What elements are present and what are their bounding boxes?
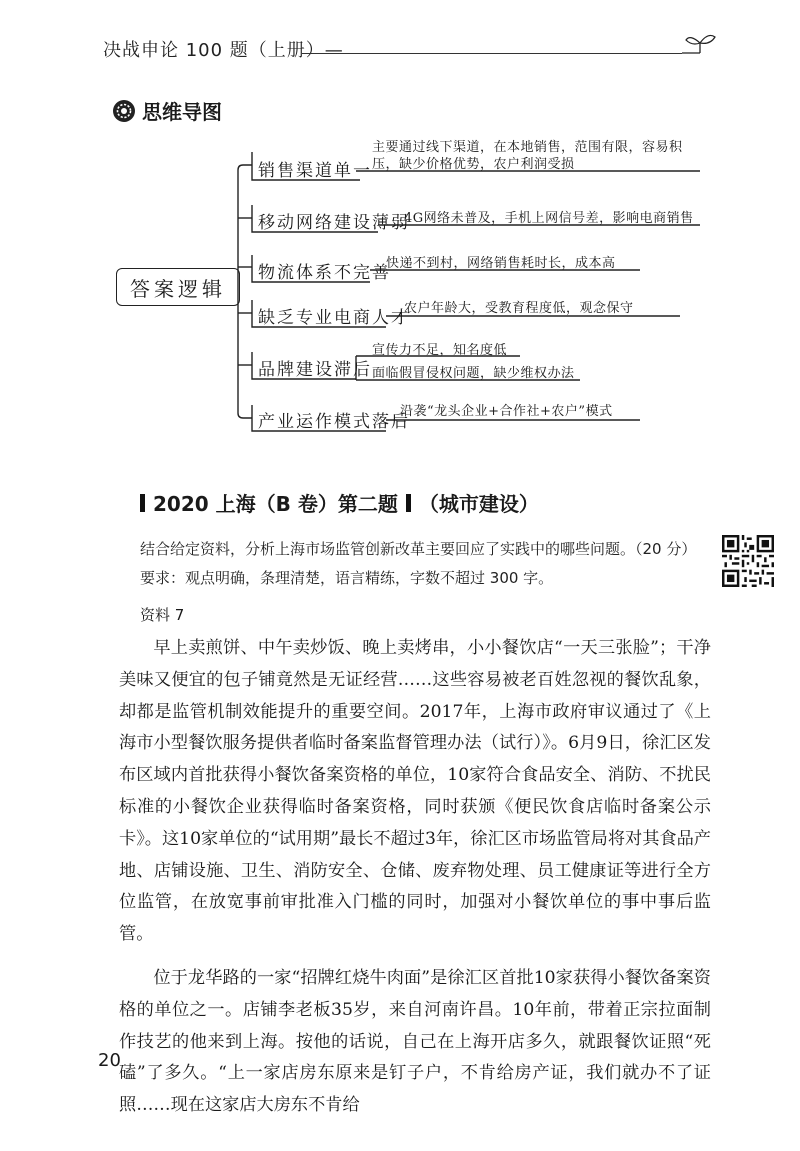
section-title: 思维导图 xyxy=(142,100,222,124)
mindmap-root: 答案逻辑 xyxy=(116,268,240,306)
mindmap-branch: 移动网络建设薄弱 xyxy=(258,213,410,233)
running-title: 决战申论 100 题（上册）— xyxy=(103,40,344,61)
question-title-tag: （城市建设） xyxy=(418,492,539,516)
material-label: 资料 7 xyxy=(140,606,185,624)
page-number: 20 xyxy=(98,1050,121,1071)
mindmap-branch: 物流体系不完善 xyxy=(258,263,391,283)
mindmap-note: 快递不到村，网络销售耗时长，成本高 xyxy=(386,256,616,271)
question-prompt: 结合给定资料，分析上海市场监管创新改革主要回应了实践中的哪些问题。（20 分） xyxy=(140,540,697,558)
mindmap-note: 压，缺少价格优势，农户利润受损 xyxy=(372,157,575,172)
mindmap-note: 主要通过线下渠道，在本地销售，范围有限，容易积 xyxy=(372,140,683,155)
question-title-main: 2020 上海（B 卷）第二题 xyxy=(153,492,398,516)
question-title xyxy=(140,488,539,517)
mindmap-note: 农户年龄大，受教育程度低，观念保守 xyxy=(404,301,634,316)
title-bar-left xyxy=(140,494,145,512)
question-requirement: 要求：观点明确，条理清楚，语言精练，字数不超过 300 字。 xyxy=(140,569,554,587)
mindmap-note: 沿袭“龙头企业+合作社+农户”模式 xyxy=(400,404,613,419)
mindmap-branch: 缺乏专业电商人才 xyxy=(258,308,410,328)
qr-code-icon[interactable] xyxy=(722,535,774,587)
material-paragraph: 位于龙华路的一家“招牌红烧牛肉面”是徐汇区首批10家获得小餐饮备案资格的单位之一。店铺李老板35岁，来自河南许昌。10年前，带着正宗拉面制作技艺的他来到上海。按他的话说，自己在上海开店多久，就跟餐饮证照“死磕”了多久。“上一家店房东原来是钉子户，不肯给房产证，我们就办不了证照……现在这家店大房东不肯给 xyxy=(119,967,711,1116)
mindmap-branch: 产业运作模式落后 xyxy=(258,412,410,432)
material-body xyxy=(119,633,711,1122)
mindmap-note: 宣传力不足，知名度低 xyxy=(372,343,508,358)
mindmap-branch: 销售渠道单一 xyxy=(258,161,372,181)
material-paragraph: 早上卖煎饼、中午卖炒饭、晚上卖烤串，小小餐饮店“一天三张脸”；干净美味又便宜的包子铺竟然是无证经营……这些容易被老百姓忽视的餐饮乱象，却都是监管机制效能提升的重要空间。2017年，上海市政府审议通过了《上海市小型餐饮服务提供者临时备案监督管理办法（试行）》。6月9日，徐汇区发布区域内首批获得小餐饮备案资格的单位，10家符合食品安全、消防、不扰民标准的小餐饮企业获得临时备案资格，同时获颁《便民饮食店临时备案公示卡》。这10家单位的“试用期”最长不超过3年，徐汇区市场监管局将对其食品产地、店铺设施、卫生、消防安全、仓储、废弃物处理、员工健康证等进行全方位监管，在放宽事前审批准入门槛的同时，加强对小餐饮单位的事中事后监管。 xyxy=(119,638,711,945)
title-bar-right xyxy=(406,494,411,512)
mindmap-note: 4G网络未普及，手机上网信号差，影响电商销售 xyxy=(404,211,694,226)
mindmap-note: 面临假冒侵权问题，缺少维权办法 xyxy=(372,366,575,381)
mindmap-branch: 品牌建设滞后 xyxy=(258,360,372,380)
